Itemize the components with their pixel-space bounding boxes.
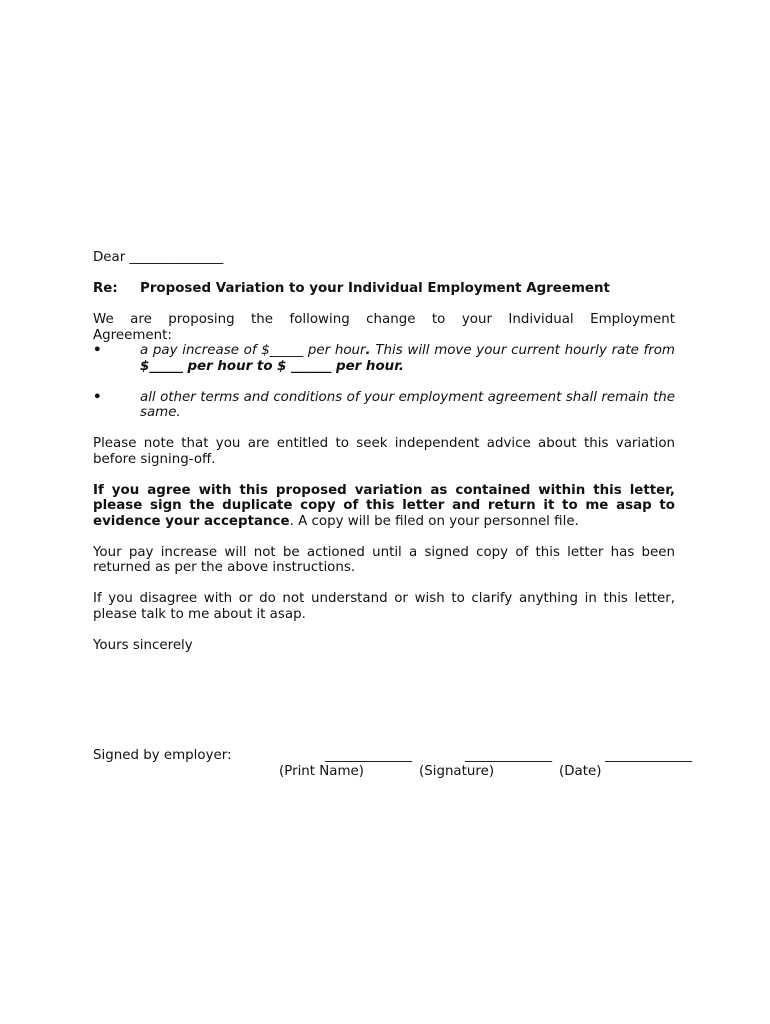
hourly-rate-phrase: This will move your current hourly rate from <box>370 343 675 358</box>
bullet-pay-increase <box>93 343 675 374</box>
subject-line <box>93 281 675 297</box>
bullet-icon: • <box>93 389 102 405</box>
pay-paragraph: Your pay increase will not be actioned until a signed copy of this letter has been returned as per the above instructions. <box>93 544 675 575</box>
intro-line-1: We are proposing the following change to your Individual Employment <box>93 312 675 327</box>
signature-caption: (Signature) <box>419 763 495 779</box>
agree-paragraph <box>93 483 675 530</box>
pay-increase-period: . <box>365 343 371 358</box>
pay-increase-phrase: a pay increase of $_____ per hour <box>140 343 366 358</box>
intro-line-2: Agreement: <box>93 327 172 343</box>
agree-instructions: If you agree with this proposed variation as contained within this letter, please sign the duplicate copy of this letter and return it to me asap to evidence your acceptance <box>93 482 675 529</box>
disagree-paragraph: If you disagree with or do not understand or wish to clarify anything in this letter, please talk to me about it asap. <box>93 591 675 622</box>
advice-paragraph: Please note that you are entitled to seek independent advice about this variation before signing-off. <box>93 436 675 467</box>
date-caption: (Date) <box>559 763 602 779</box>
letter-body <box>93 250 675 653</box>
date-line: _____________ <box>605 748 693 763</box>
subject-title: Proposed Variation to your Individual Employment Agreement <box>140 281 610 296</box>
subject-label: Re: <box>93 281 118 296</box>
bullet-other-terms-text: all other terms and conditions of your employment agreement shall remain the same. <box>140 389 675 420</box>
closing: Yours sincerely <box>93 637 193 653</box>
bullet-pay-increase-text <box>140 343 675 374</box>
bullet-other-terms <box>93 390 675 421</box>
print-name-caption: (Print Name) <box>279 763 365 779</box>
print-name-line: _____________ <box>325 748 413 763</box>
signature-block <box>93 748 713 788</box>
hourly-rate-values: $_____ per hour to $ ______ per hour. <box>140 358 404 374</box>
agree-filing-note: . A copy will be filed on your personnel file. <box>289 513 579 529</box>
salutation: Dear ______________ <box>93 250 224 265</box>
signature-line: _____________ <box>465 748 553 763</box>
bullet-icon: • <box>93 343 102 358</box>
signed-by-label: Signed by employer: <box>93 748 232 763</box>
